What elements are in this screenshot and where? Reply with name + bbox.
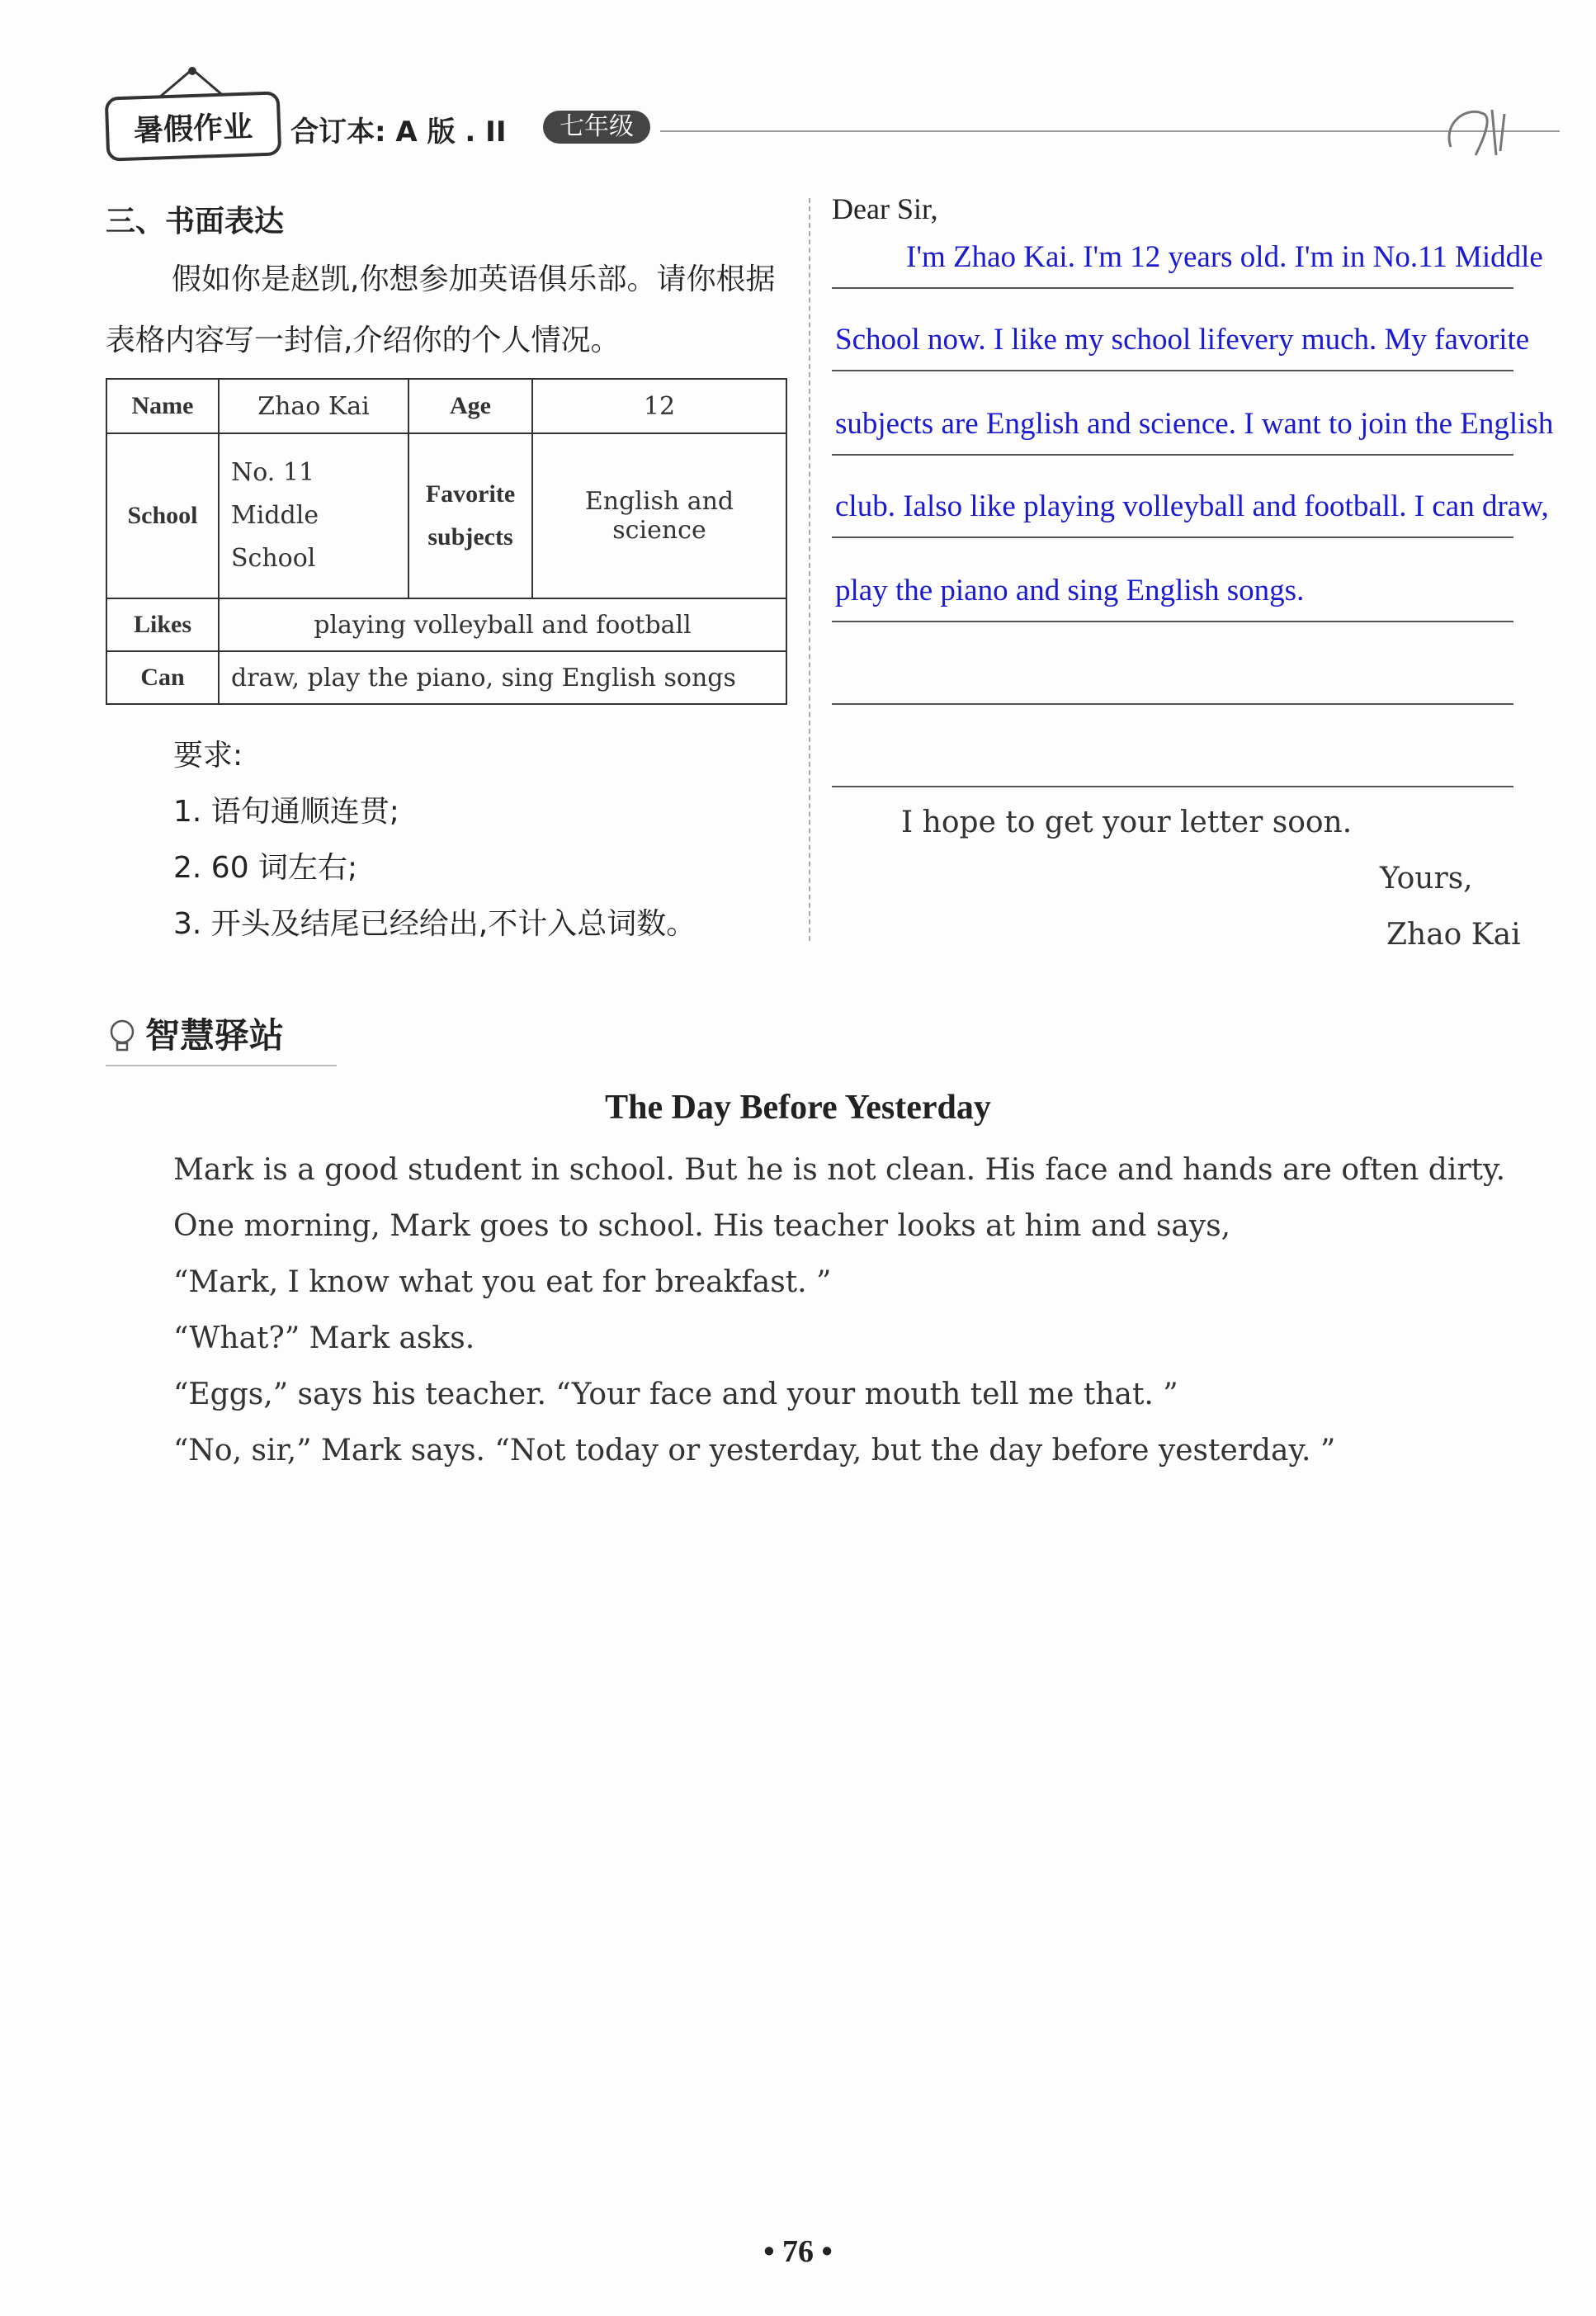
story-paragraph: “No, sir,” Mark says. “Not today or yesterday, but the day before yesterday. ”: [173, 1434, 1336, 1468]
ink-flourish-icon: [1434, 97, 1525, 163]
letter-closing-line: I hope to get your letter soon.: [901, 806, 1353, 839]
favorite-subjects-label: Favorite subjects: [408, 433, 532, 598]
writing-line: [832, 370, 1513, 371]
grade-badge: 七年级: [543, 111, 650, 144]
favorite-subjects-value: English and science: [532, 433, 786, 598]
edition-label: 合订本: A 版 . II: [290, 116, 507, 149]
personal-info-table: [106, 378, 787, 705]
writing-line: [832, 703, 1513, 705]
task-prompt: 假如你是赵凯,你想参加英语俱乐部。请你根据表格内容写一封信,介绍你的个人情况。: [106, 262, 776, 357]
age-value: 12: [532, 379, 786, 433]
likes-label: Likes: [106, 598, 219, 651]
letter-signature: Zhao Kai: [1386, 918, 1521, 952]
requirement-item: 2. 60 词左右;: [173, 851, 358, 885]
series-logo: 暑假作业: [105, 91, 282, 161]
letter-greeting: Dear Sir,: [832, 192, 938, 225]
story-title: The Day Before Yesterday: [605, 1089, 991, 1127]
requirement-item: 1. 语句通顺连贯;: [173, 795, 399, 829]
name-label: Name: [106, 379, 219, 433]
story-paragraph: “Mark, I know what you eat for breakfast. ”: [173, 1265, 832, 1299]
writing-line: [832, 621, 1513, 622]
table-row: [106, 651, 786, 704]
page-number: • 76 •: [763, 2234, 833, 2269]
page-header: [106, 83, 1509, 173]
title-underline: [106, 1065, 337, 1066]
letter-sign-off: Yours,: [1380, 862, 1473, 896]
answer-line: I'm Zhao Kai. I'm 12 years old. I'm in No.11 Middle: [906, 240, 1543, 274]
column-divider: [809, 198, 810, 941]
can-value: draw, play the piano, sing English songs: [219, 651, 786, 704]
wisdom-station-title: 智慧驿站: [145, 1015, 285, 1056]
story-paragraph: One morning, Mark goes to school. His teacher looks at him and says,: [173, 1209, 1231, 1243]
story-paragraph: “What?” Mark asks.: [173, 1321, 475, 1355]
table-row: [106, 433, 786, 598]
name-value: Zhao Kai: [219, 379, 408, 433]
school-label: School: [106, 433, 219, 598]
writing-line: [832, 454, 1513, 456]
table-row: [106, 598, 786, 651]
story-paragraph: “Eggs,” says his teacher. “Your face and your mouth tell me that. ”: [173, 1378, 1178, 1411]
story-text: [173, 1142, 1505, 1479]
answer-line: School now. I like my school lifevery much. My favorite: [835, 323, 1530, 357]
answer-line: subjects are English and science. I want to join the English: [835, 407, 1554, 441]
requirements-heading: 要求:: [173, 739, 243, 773]
answer-line: play the piano and sing English songs.: [835, 574, 1305, 607]
writing-line: [832, 786, 1513, 787]
answer-line: club. Ialso like playing volleyball and football. I can draw,: [835, 489, 1549, 523]
writing-line: [832, 287, 1513, 289]
lightbulb-icon: [106, 1017, 139, 1058]
section-title: 三、书面表达: [106, 205, 285, 239]
requirements: [173, 728, 696, 952]
school-value: No. 11 Middle School: [219, 433, 408, 598]
writing-line: [832, 536, 1513, 538]
requirement-item: 3. 开头及结尾已经给出,不计入总词数。: [173, 907, 696, 941]
table-row: [106, 379, 786, 433]
header-rule: [660, 130, 1560, 132]
can-label: Can: [106, 651, 219, 704]
age-label: Age: [408, 379, 532, 433]
likes-value: playing volleyball and football: [219, 598, 786, 651]
story-paragraph: Mark is a good student in school. But he is not clean. His face and hands are often dirty.: [173, 1153, 1506, 1187]
